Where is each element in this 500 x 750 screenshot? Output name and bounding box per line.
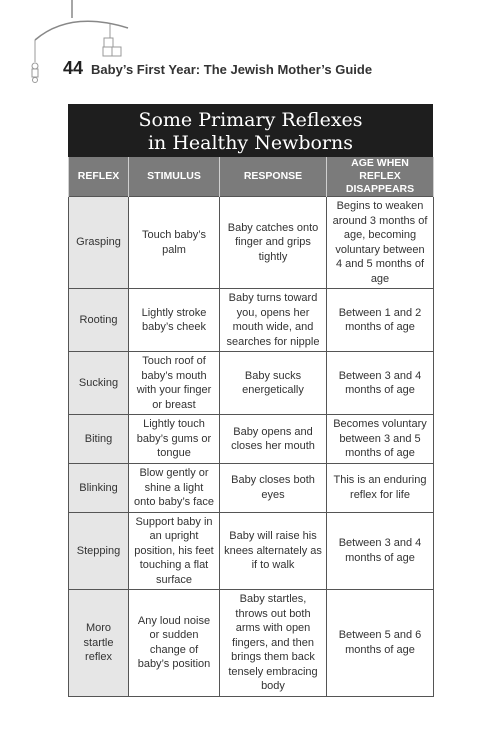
stimulus-cell: Touch baby’s palm xyxy=(129,197,220,289)
table-row xyxy=(69,289,434,352)
stimulus-cell: Any loud noise or sudden change of baby’s position xyxy=(129,590,220,697)
age-cell: Between 3 and 4 months of age xyxy=(327,512,434,590)
age-cell: Between 1 and 2 months of age xyxy=(327,289,434,352)
stimulus-cell: Lightly stroke baby’s cheek xyxy=(129,289,220,352)
table-row xyxy=(69,415,434,464)
stimulus-cell: Touch roof of baby’s mouth with your finger or breast xyxy=(129,352,220,415)
reflex-table-block xyxy=(68,104,433,697)
reflex-cell: Grasping xyxy=(69,197,129,289)
response-cell: Baby turns toward you, opens her mouth wide, and searches for nipple xyxy=(220,289,327,352)
response-cell: Baby closes both eyes xyxy=(220,464,327,513)
reflex-cell: Rooting xyxy=(69,289,129,352)
stimulus-cell: Support baby in an upright position, his feet touching a flat surface xyxy=(129,512,220,590)
table-title-line-2: in Healthy Newborns xyxy=(147,132,354,154)
reflex-table xyxy=(68,157,434,697)
reflex-cell: Moro startle reflex xyxy=(69,590,129,697)
table-title xyxy=(68,104,433,157)
table-row xyxy=(69,352,434,415)
reflex-cell: Biting xyxy=(69,415,129,464)
running-title: Baby’s First Year: The Jewish Mother’s Guide xyxy=(91,62,373,77)
column-header-stimulus: STIMULUS xyxy=(129,157,220,197)
table-row xyxy=(69,197,434,289)
stimulus-cell: Blow gently or shine a light onto baby’s face xyxy=(129,464,220,513)
age-cell: Becomes voluntary between 3 and 5 months of age xyxy=(327,415,434,464)
table-row xyxy=(69,512,434,590)
reflex-cell: Sucking xyxy=(69,352,129,415)
age-cell: Between 3 and 4 months of age xyxy=(327,352,434,415)
age-cell: Between 5 and 6 months of age xyxy=(327,590,434,697)
running-header xyxy=(63,58,372,80)
age-cell: This is an enduring reflex for life xyxy=(327,464,434,513)
response-cell: Baby opens and closes her mouth xyxy=(220,415,327,464)
page-number: 44 xyxy=(63,58,84,78)
column-header-age: AGE WHEN REFLEX DISAPPEARS xyxy=(327,157,434,197)
table-header-row xyxy=(69,157,434,197)
reflex-cell: Blinking xyxy=(69,464,129,513)
age-cell: Begins to weaken around 3 months of age, becoming voluntary between 4 and 5 months of age xyxy=(327,197,434,289)
response-cell: Baby sucks energetically xyxy=(220,352,327,415)
stimulus-cell: Lightly touch baby’s gums or tongue xyxy=(129,415,220,464)
response-cell: Baby catches onto finger and grips tightly xyxy=(220,197,327,289)
table-title-line-1: Some Primary Reflexes xyxy=(138,109,363,131)
column-header-response: RESPONSE xyxy=(220,157,327,197)
response-cell: Baby will raise his knees alternately as if to walk xyxy=(220,512,327,590)
response-cell: Baby startles, throws out both arms with open fingers, and then brings them back tensely embracing body xyxy=(220,590,327,697)
reflex-cell: Stepping xyxy=(69,512,129,590)
table-row xyxy=(69,590,434,697)
column-header-reflex: REFLEX xyxy=(69,157,129,197)
table-row xyxy=(69,464,434,513)
